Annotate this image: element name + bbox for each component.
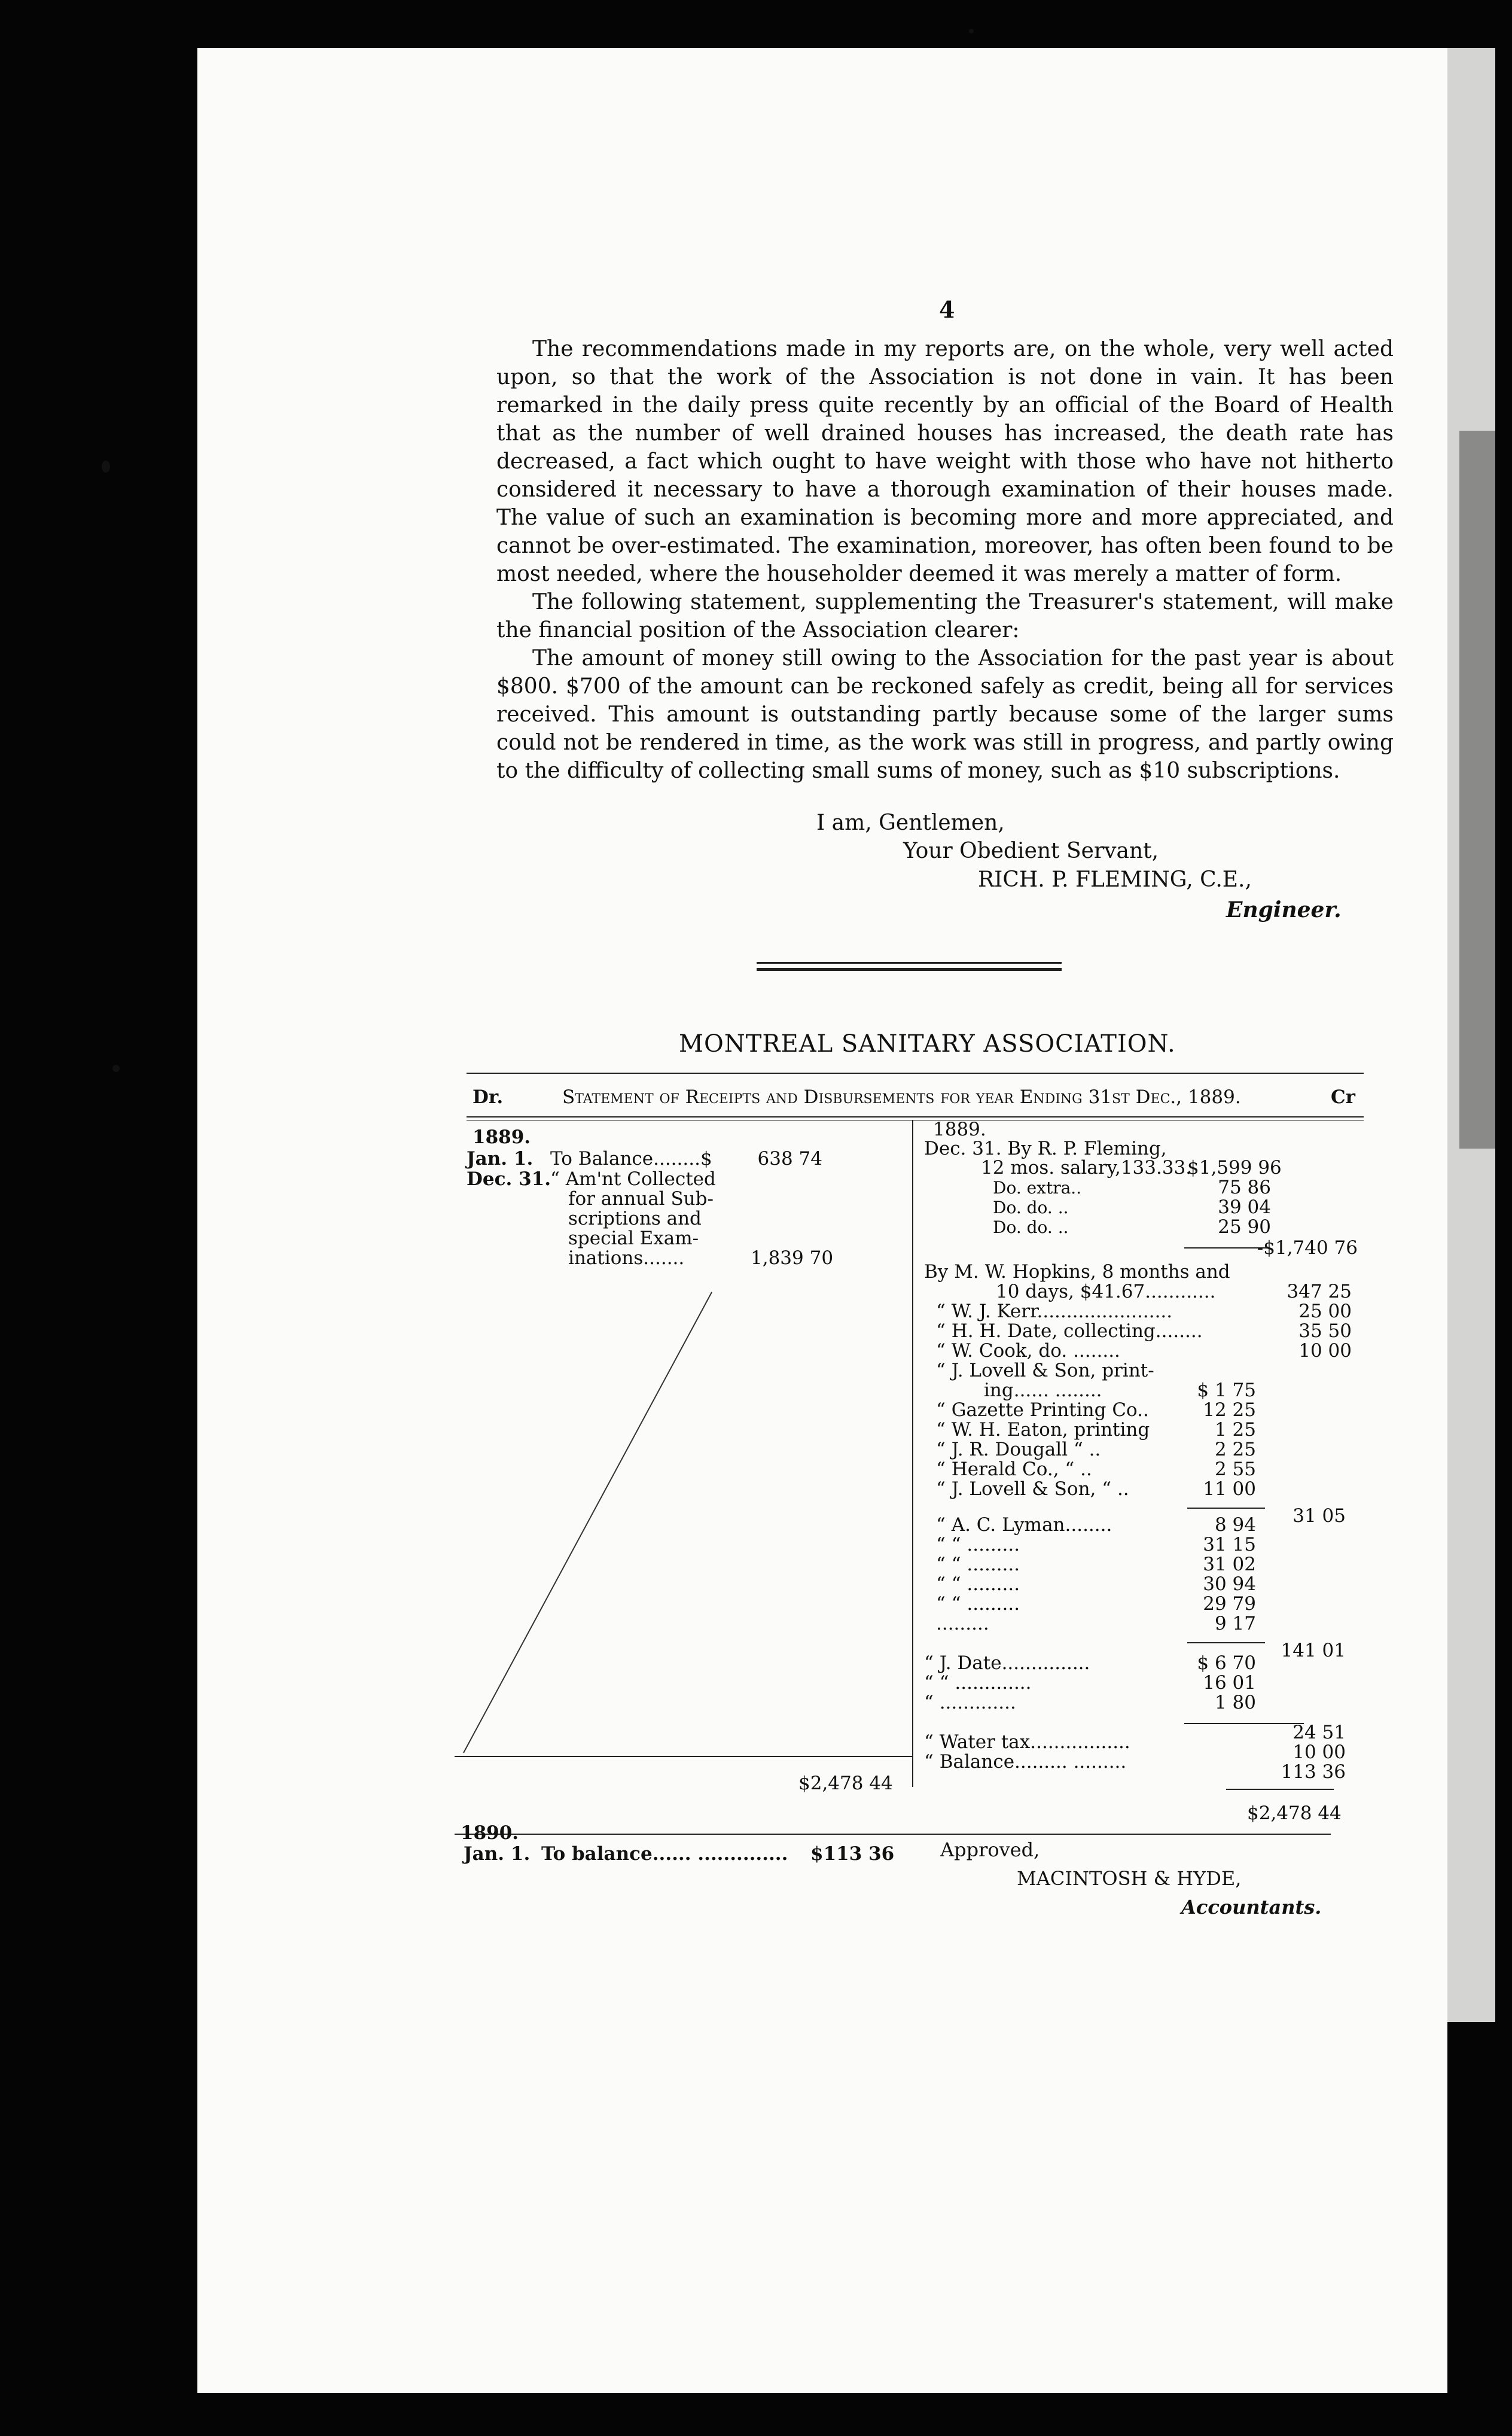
credit-subtotal: 24 51 bbox=[1292, 1722, 1346, 1743]
letter-paragraph-2: The following statement, supplementing the Treasurer's statement, will make the financial position of the Association clearer: bbox=[496, 590, 1394, 643]
credit-subtotal: 31 05 bbox=[1292, 1505, 1346, 1527]
debit-total: $2,478 44 bbox=[798, 1773, 893, 1794]
year-1890: 1890. bbox=[461, 1822, 519, 1844]
debit-label: inations....... bbox=[568, 1247, 685, 1269]
page-edge-shadow bbox=[1459, 431, 1495, 1149]
bottom-rule bbox=[455, 1834, 1331, 1835]
credit-amount: $1,599 96 bbox=[1187, 1157, 1282, 1179]
credit-amount: 11 00 bbox=[1203, 1478, 1256, 1500]
credit-label: 10 days, $41.67............ bbox=[996, 1281, 1216, 1302]
credit-subtotal: -$1,740 76 bbox=[1257, 1237, 1358, 1259]
debit-label: for annual Sub- bbox=[568, 1188, 714, 1210]
debit-amount: 638 74 bbox=[757, 1148, 822, 1170]
debit-label: special Exam- bbox=[568, 1228, 699, 1249]
letter-body bbox=[496, 335, 1394, 785]
credit-label: “ J. Lovell & Son, print- bbox=[936, 1360, 1154, 1381]
credit-amount: 16 01 bbox=[1203, 1672, 1256, 1694]
credit-amount: 25 90 bbox=[1218, 1216, 1271, 1238]
debit-year: 1889. bbox=[472, 1126, 531, 1148]
credit-label: “ H. H. Date, collecting........ bbox=[936, 1320, 1203, 1342]
credit-label: “ ............. bbox=[924, 1692, 1016, 1713]
credit-amount: $ 1 75 bbox=[1197, 1380, 1256, 1401]
credit-label: By M. W. Hopkins, 8 months and bbox=[924, 1261, 1230, 1283]
letter-paragraph-1: The recommendations made in my reports are, on the whole, very well acted upon, so that the work of the Association is not done in vain. It has been remarked in the daily press quite recently by an official of the Board of Health that as the number of well drained houses has increased, the death rate has decreased, a fact which ought to have weight with those who have not hitherto considered it necessary to have a thorough examination of their houses made. The value of such an examination is becoming more and more appreciated, and cannot be over-estimated. The examination, moreover, has often been found to be most needed, where the householder deemed it was merely a matter of form. bbox=[496, 337, 1394, 586]
signature-title: Engineer. bbox=[1226, 897, 1342, 922]
credit-amount: $ 6 70 bbox=[1197, 1652, 1256, 1674]
page-number: 4 bbox=[939, 296, 955, 323]
cr-label: Cr bbox=[1331, 1086, 1356, 1108]
header-rule bbox=[467, 1073, 1364, 1074]
letter-closing: I am, Gentlemen, bbox=[816, 811, 1005, 835]
credit-label: 12 mos. salary,133.33. bbox=[981, 1157, 1192, 1179]
approved-label: Approved, bbox=[940, 1838, 1040, 1861]
debit-label: scriptions and bbox=[568, 1208, 702, 1229]
subtotal-rule bbox=[1187, 1508, 1265, 1509]
credit-label: Do. do. .. bbox=[993, 1217, 1069, 1237]
letter-valediction: Your Obedient Servant, bbox=[903, 839, 1159, 863]
credit-label: Do. extra.. bbox=[993, 1178, 1082, 1198]
credit-amount: 8 94 bbox=[1214, 1514, 1256, 1536]
credit-amount: 31 02 bbox=[1203, 1554, 1256, 1575]
credit-label: “ J. Date............... bbox=[924, 1652, 1090, 1674]
letter-signature: RICH. P. FLEMING, C.E., bbox=[978, 867, 1252, 892]
credit-label: ing...... ........ bbox=[984, 1380, 1102, 1401]
subtotal-rule bbox=[1187, 1642, 1265, 1643]
credit-label: “ Gazette Printing Co.. bbox=[936, 1399, 1149, 1421]
credit-label: “ W. H. Eaton, printing bbox=[936, 1419, 1150, 1441]
credit-label: “ “ ......... bbox=[936, 1534, 1020, 1555]
subtotal-rule bbox=[1184, 1247, 1268, 1249]
debit-total-rule bbox=[455, 1756, 912, 1757]
debit-label: To Balance........$ bbox=[550, 1148, 712, 1170]
credit-year: 1889. bbox=[933, 1119, 986, 1140]
credit-label: “ “ ......... bbox=[936, 1593, 1020, 1615]
cancel-stroke bbox=[455, 1286, 742, 1765]
credit-amount: 29 79 bbox=[1203, 1593, 1256, 1615]
credit-amount: 9 17 bbox=[1214, 1613, 1256, 1634]
credit-label: “ “ ......... bbox=[936, 1573, 1020, 1595]
letter-paragraph-3: The amount of money still owing to the Association for the past year is about $800. $700 of the amount can be reckoned safely as credit, being all for services received. This amount is outstanding partly because some of the larger sums could not be rendered in time, as the work was still in progress, and partly owing to the difficulty of collecting small sums of money, such as $10 subscriptions. bbox=[496, 646, 1394, 783]
credit-amount: 31 15 bbox=[1203, 1534, 1256, 1555]
credit-label: “ W. J. Kerr....................... bbox=[936, 1301, 1173, 1322]
credit-amount: 2 25 bbox=[1214, 1439, 1256, 1460]
dr-label: Dr. bbox=[472, 1086, 504, 1108]
credit-label: “ Water tax................. bbox=[924, 1731, 1130, 1753]
carry-amount: $113 36 bbox=[810, 1843, 895, 1865]
carry-label: To balance...... .............. bbox=[541, 1843, 788, 1865]
scan-speck bbox=[102, 461, 110, 473]
debit-date: Dec. 31. bbox=[467, 1168, 551, 1190]
credit-total-rule bbox=[1226, 1789, 1334, 1790]
credit-amount: 25 00 bbox=[1298, 1301, 1352, 1322]
credit-label: “ “ ............. bbox=[924, 1672, 1032, 1694]
accountants-title: Accountants. bbox=[1181, 1896, 1322, 1919]
header-rule bbox=[467, 1116, 1364, 1117]
credit-label: ......... bbox=[936, 1613, 989, 1634]
credit-amount: 113 36 bbox=[1281, 1761, 1346, 1783]
credit-total: $2,478 44 bbox=[1247, 1802, 1342, 1824]
credit-amount: 30 94 bbox=[1203, 1573, 1256, 1595]
debit-date: Jan. 1. bbox=[467, 1148, 534, 1170]
carry-date: Jan. 1. bbox=[464, 1843, 531, 1865]
credit-label: “ A. C. Lyman........ bbox=[936, 1514, 1112, 1536]
statement-heading: MONTREAL SANITARY ASSOCIATION. bbox=[679, 1030, 1176, 1058]
credit-amount: 39 04 bbox=[1218, 1196, 1271, 1218]
credit-amount: 12 25 bbox=[1203, 1399, 1256, 1421]
credit-label: Do. do. .. bbox=[993, 1198, 1069, 1217]
credit-amount: 1 80 bbox=[1214, 1692, 1256, 1713]
credit-label: “ Herald Co., “ .. bbox=[936, 1458, 1092, 1480]
credit-amount: 1 25 bbox=[1214, 1419, 1256, 1441]
divider-rule bbox=[757, 962, 1062, 964]
credit-label: “ W. Cook, do. ........ bbox=[936, 1340, 1120, 1362]
credit-amount: 35 50 bbox=[1298, 1320, 1352, 1342]
credit-label: “ Balance......... ......... bbox=[924, 1751, 1127, 1773]
divider-rule bbox=[757, 968, 1062, 971]
credit-amount: 75 86 bbox=[1218, 1177, 1271, 1198]
credit-amount: 347 25 bbox=[1287, 1281, 1352, 1302]
credit-label: Dec. 31. By R. P. Fleming, bbox=[924, 1138, 1167, 1159]
credit-amount: 2 55 bbox=[1214, 1458, 1256, 1480]
column-divider bbox=[912, 1120, 913, 1787]
debit-label: “ Am'nt Collected bbox=[550, 1168, 716, 1190]
credit-label: “ J. R. Dougall “ .. bbox=[936, 1439, 1101, 1460]
credit-amount: 10 00 bbox=[1292, 1741, 1346, 1763]
credit-label: “ J. Lovell & Son, “ .. bbox=[936, 1478, 1129, 1500]
scan-speck bbox=[112, 1065, 120, 1072]
credit-amount: 10 00 bbox=[1298, 1340, 1352, 1362]
debit-amount: 1,839 70 bbox=[751, 1247, 834, 1269]
credit-subtotal: 141 01 bbox=[1281, 1640, 1346, 1661]
accountants-firm: MACINTOSH & HYDE, bbox=[1017, 1867, 1242, 1890]
scan-speck bbox=[969, 29, 974, 34]
statement-subtitle: Statement of Receipts and Disbursements for year Ending 31st Dec., 1889. bbox=[562, 1086, 1241, 1108]
credit-label: “ “ ......... bbox=[936, 1554, 1020, 1575]
